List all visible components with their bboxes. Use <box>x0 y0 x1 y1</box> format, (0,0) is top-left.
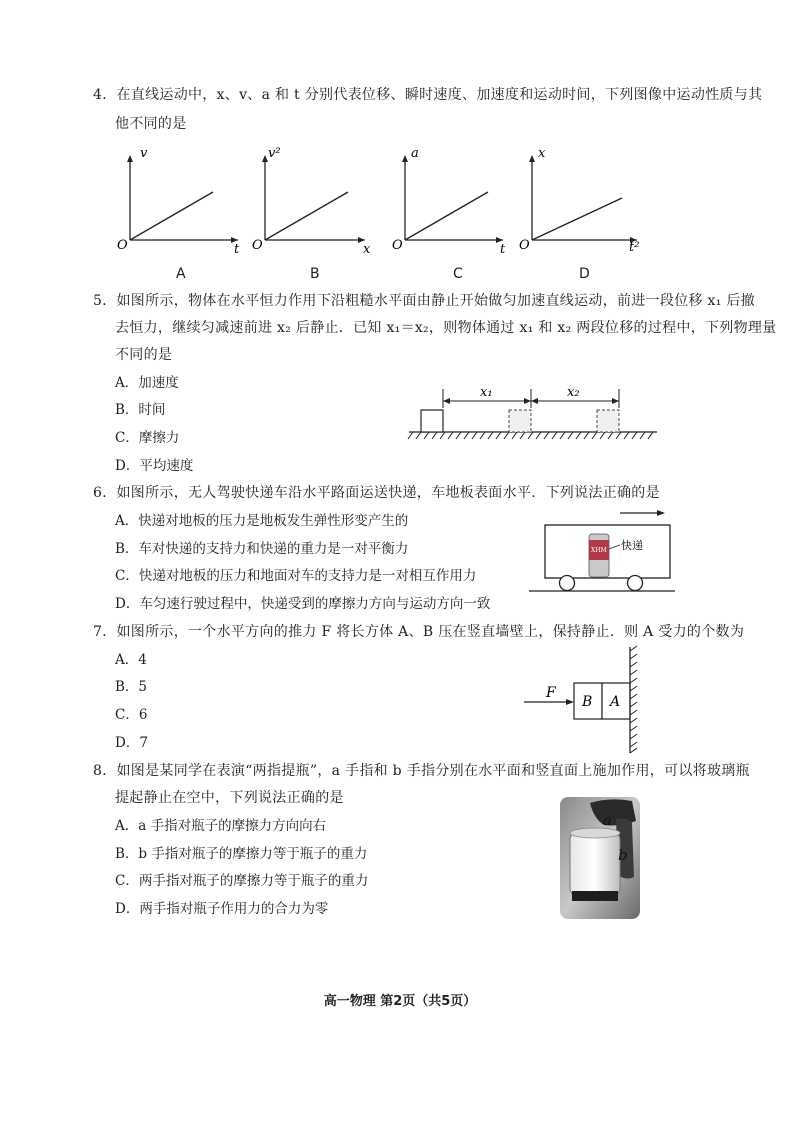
q4-caption-d: D <box>579 266 590 282</box>
q4-stem-line2: 他不同的是 <box>115 116 187 132</box>
q4-b-ylabel: v² <box>268 146 281 161</box>
q6-option-a[interactable]: A．快递对地板的压力是地板发生弹性形变产生的 <box>115 513 409 529</box>
q7-label-b: B <box>582 694 593 710</box>
q5-figure <box>405 383 665 443</box>
q6-label-package: 快递 <box>621 539 643 552</box>
q4-graph-d <box>512 145 642 255</box>
q6-can-text: XHM <box>591 547 607 554</box>
q8-stem-line2: 提起静止在空中，下列说法正确的是 <box>115 790 344 806</box>
q5-option-a[interactable]: A．加速度 <box>115 375 179 391</box>
q6-option-c[interactable]: C．快递对地板的压力和地面对车的支持力是一对相互作用力 <box>115 568 477 584</box>
q4-caption-c: C <box>453 266 463 282</box>
q4-caption-b: B <box>310 266 320 282</box>
q5-stem-line3: 不同的是 <box>115 347 173 363</box>
q7-figure-blocks <box>520 645 640 755</box>
q4-c-origin: O <box>392 238 403 253</box>
q7-option-c[interactable]: C．6 <box>115 707 148 723</box>
q4-graph-b <box>245 145 375 255</box>
q4-c-xlabel: t <box>500 242 506 257</box>
q4-graph-a <box>110 145 240 255</box>
q5-stem-line1: 5．如图所示，物体在水平恒力作用下沿粗糙水平面由静止开始做匀加速直线运动，前进一段位移 x₁ 后撤 <box>93 293 756 309</box>
q4-a-ylabel: v <box>140 146 148 161</box>
q4-a-xlabel: t <box>234 242 240 257</box>
q5-option-d[interactable]: D．平均速度 <box>115 458 194 474</box>
q8-option-b[interactable]: B．b 手指对瓶子的摩擦力等于瓶子的重力 <box>115 846 368 862</box>
q8-label-a: a <box>603 811 612 829</box>
page-footer: 高一物理 第2页（共5页） <box>323 994 477 1009</box>
q4-a-origin: O <box>117 238 128 253</box>
q7-label-f: F <box>546 685 556 701</box>
q5-option-c[interactable]: C．摩擦力 <box>115 430 180 446</box>
q4-stem-line1: 4．在直线运动中，x、v、a 和 t 分别代表位移、瞬时速度、加速度和运动时间，下列图像中运动性质与其 <box>93 87 763 103</box>
q7-option-a[interactable]: A．4 <box>115 652 147 668</box>
q8-stem-line1: 8．如图是某同学在表演“两指提瓶”，a 手指和 b 手指分别在水平面和竖直面上施加作用，可以将玻璃瓶 <box>93 763 750 779</box>
q4-d-origin: O <box>519 238 530 253</box>
q6-figure-delivery-car <box>525 505 675 595</box>
q5-option-b[interactable]: B．时间 <box>115 402 166 418</box>
q8-option-c[interactable]: C．两手指对瓶子的摩擦力等于瓶子的重力 <box>115 873 369 889</box>
q7-stem-line1: 7．如图所示，一个水平方向的推力 F 将长方体 A、B 压在竖直墙壁上，保持静止．则 A 受力的个数为 <box>93 624 745 640</box>
q5-label-x1: x₁ <box>480 385 493 400</box>
q6-option-b[interactable]: B．车对快递的支持力和快递的重力是一对平衡力 <box>115 541 409 557</box>
q4-d-xlabel: t² <box>629 240 640 255</box>
q4-b-xlabel: x <box>363 242 371 257</box>
q7-label-a: A <box>610 694 621 710</box>
q7-option-b[interactable]: B．5 <box>115 679 148 695</box>
q6-option-d[interactable]: D．车匀速行驶过程中，快递受到的摩擦力方向与运动方向一致 <box>115 596 491 612</box>
q4-b-origin: O <box>252 238 263 253</box>
q8-option-a[interactable]: A．a 手指对瓶子的摩擦力方向向右 <box>115 818 327 834</box>
q4-c-ylabel: a <box>411 146 419 161</box>
q8-photo-bottle <box>560 797 640 919</box>
q5-label-x2: x₂ <box>567 385 580 400</box>
q6-stem-line1: 6．如图所示，无人驾驶快递车沿水平路面运送快递，车地板表面水平．下列说法正确的是 <box>93 485 660 501</box>
q4-d-ylabel: x <box>538 146 546 161</box>
q8-option-d[interactable]: D．两手指对瓶子作用力的合力为零 <box>115 901 329 917</box>
q4-caption-a: A <box>176 266 186 282</box>
q8-label-b: b <box>618 846 628 864</box>
q7-option-d[interactable]: D．7 <box>115 735 148 751</box>
q4-graph-c <box>385 145 515 255</box>
q5-stem-line2: 去恒力，继续匀减速前进 x₂ 后静止．已知 x₁＝x₂，则物体通过 x₁ 和 x₂ 两段位移的过程中，下列物理量 <box>115 320 777 336</box>
